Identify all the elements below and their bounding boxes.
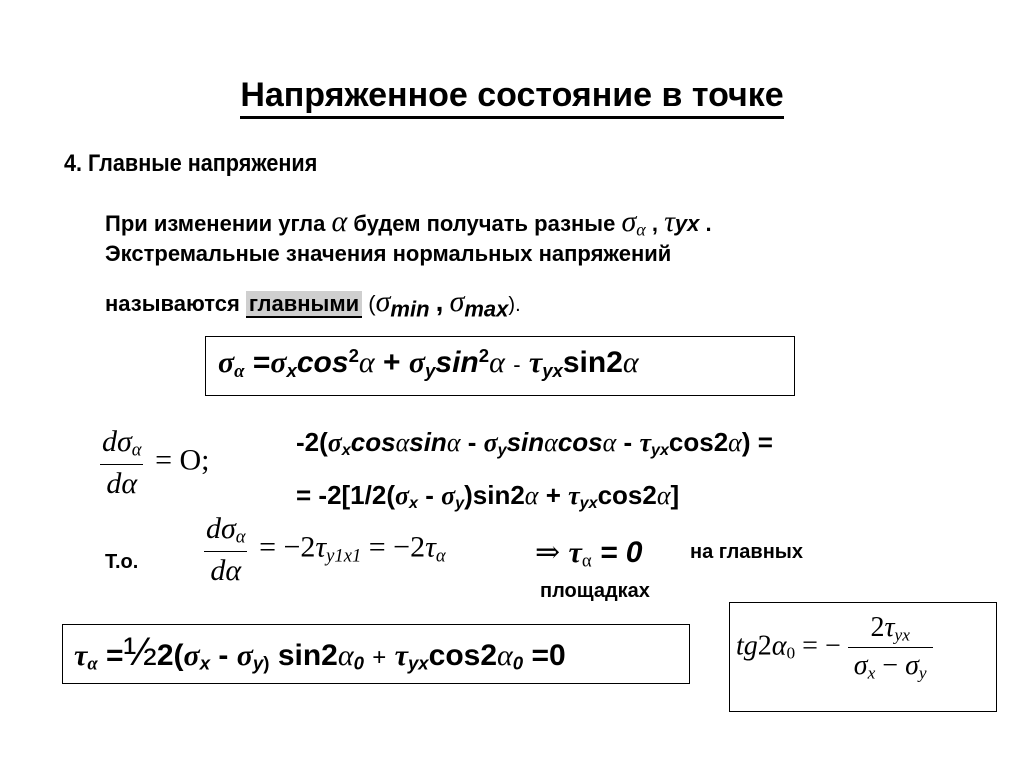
paragraph-line-2: Экстремальные значения нормальных напряжений: [105, 241, 672, 266]
highlighted-term: главными: [246, 291, 362, 318]
paragraph-line-1: При изменении угла α будем получать разные $\sigma_\alpha$ , τyx .: [105, 205, 712, 240]
derivative-equation: $\frac{d\sigma_\alpha}{d\alpha}$ = O;: [102, 425, 210, 500]
thus-label: Т.о.: [105, 551, 139, 573]
section-heading: 4. Главные напряжения: [64, 150, 318, 177]
derivative-rhs-line-1: $-2(\sigma_x\cos\alpha\sin\alpha - \sigma_y\sin\alpha\cos\alpha - \tau_{yx}\cos 2\alpha)$ =: [296, 427, 773, 460]
equation-sigma-alpha: $\sigma_\alpha =\sigma_x\cos^2\alpha + \sigma_y\sin^2\alpha - \tau_{yx}\sin 2\alpha$: [218, 345, 639, 382]
equation-tg2alpha: $tg2\alpha_0$ = − $\frac{2\tau_{yx}}{\sigma_x - \sigma_y}$: [736, 612, 933, 684]
equation-tau-alpha: $\tau_\alpha$ $=\frac{1}{2}2(\sigma_x - \sigma_{y)}$ $\sin 2\alpha_0 + \tau_{yx}\cos 2\alpha_0 =0$: [74, 630, 566, 675]
page-title: Напряженное состояние в точке: [0, 76, 1024, 115]
principal-planes-note-2: площадках: [540, 580, 650, 602]
paragraph-line-3: называются главными (σmin , σmax).: [105, 285, 521, 322]
principal-planes-note-1: на главных: [690, 541, 803, 563]
derivative-tau-equation: $\frac{d\sigma_\alpha}{d\alpha}$ = $-2\tau_{y1x1} = -2\tau_\alpha$: [206, 512, 446, 587]
derivative-rhs-line-2: = $-2[1/2(\sigma_x - \sigma_y)\sin 2\alpha + \tau_{yx}\cos 2\alpha]$: [296, 480, 680, 513]
implies-tau-zero: ⇒ $\tau_\alpha = 0$: [535, 536, 643, 572]
